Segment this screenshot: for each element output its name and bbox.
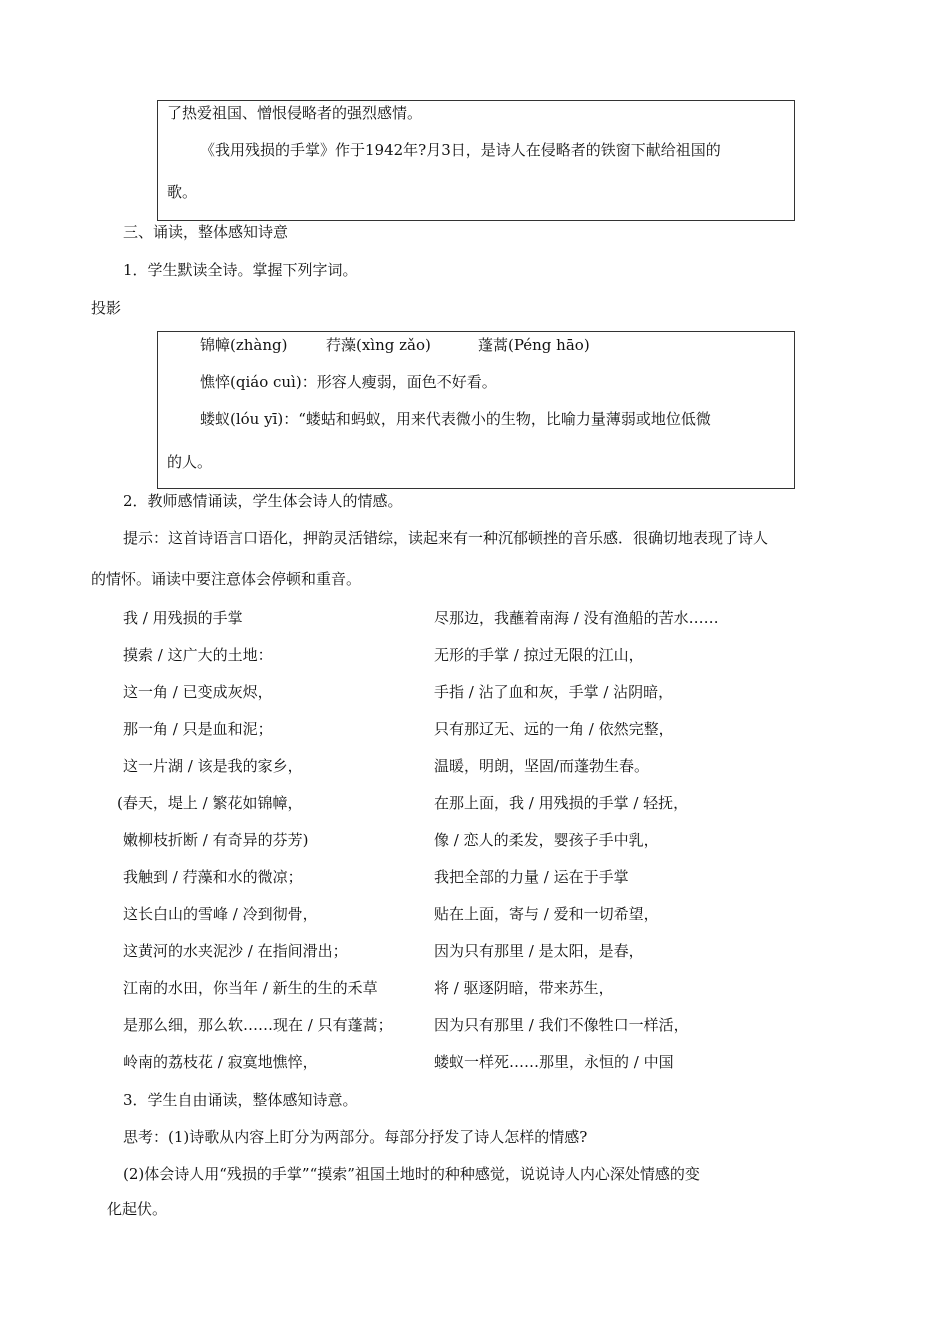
step-2: 2．教师感情诵读，学生体会诗人的情感。 (123, 492, 403, 510)
section-heading: 三、诵读，整体感知诗意 (123, 223, 289, 241)
vocab-word-2: 荇藻(xìng zǎo) (326, 336, 431, 354)
poem-left-line: (春天，堤上 / 繁花如锦幛， (117, 794, 303, 812)
poem-left-line: 这一角 / 已变成灰烬， (123, 683, 273, 701)
poem-right-line: 将 / 驱逐阴暗，带来苏生， (434, 979, 614, 997)
vocab-word-1: 锦幛(zhàng) (200, 336, 288, 354)
poem-right-line: 像 / 恋人的柔发，婴孩子手中乳， (434, 831, 659, 849)
intro-line-1: 了热爱祖国、憎恨侵略者的强烈感情。 (167, 104, 423, 122)
poem-left-line: 那一角 / 只是血和泥； (123, 720, 273, 738)
step-1: 1．学生默读全诗。掌握下列字词。 (123, 261, 358, 279)
poem-left-line: 这一片湖 / 该是我的家乡， (123, 757, 303, 775)
poem-left-line: 摸索 / 这广大的土地： (123, 646, 273, 664)
step-3: 3．学生自由诵读，整体感知诗意。 (123, 1091, 358, 1109)
poem-left-line: 我 / 用残损的手掌 (123, 609, 243, 627)
poem-right-line: 蝼蚁一样死……那里，永恒的 / 中国 (434, 1053, 674, 1071)
poem-right-line: 尽那边，我蘸着南海 / 没有渔船的苦水…… (434, 609, 719, 627)
poem-right-line: 手指 / 沾了血和灰，手掌 / 沾阴暗， (434, 683, 674, 701)
intro-line-3: 歌。 (167, 183, 198, 201)
poem-right-line: 因为只有那里 / 是太阳，是春， (434, 942, 644, 960)
poem-right-line: 贴在上面，寄与 / 爱和一切希望， (434, 905, 659, 923)
vocab-line-4: 的人。 (167, 453, 213, 471)
poem-left-line: 我触到 / 荇藻和水的微凉； (123, 868, 303, 886)
projection-label: 投影 (91, 299, 122, 317)
poem-right-line: 温暖，明朗，坚固/而蓬勃生春。 (434, 757, 650, 775)
hint-line-1: 提示：这首诗语言口语化，押韵灵活错综，读起来有一种沉郁顿挫的音乐感．很确切地表现了诗人 (123, 529, 769, 547)
intro-line-2: 《我用残损的手掌》作于1942年?月3日，是诗人在侵略者的铁窗下献给祖国的 (200, 141, 721, 159)
vocab-line-3: 蝼蚁(lóu yī)：“蝼蛄和蚂蚁，用来代表微小的生物，比喻力量薄弱或地位低微 (200, 410, 711, 428)
poem-left-line: 是那么细，那么软……现在 / 只有蓬蒿； (123, 1016, 393, 1034)
poem-left-line: 江南的水田，你当年 / 新生的生的禾草 (123, 979, 378, 997)
vocab-line-2: 憔悴(qiáo cuì)：形容人瘦弱，面色不好看。 (200, 373, 497, 391)
poem-right-line: 因为只有那里 / 我们不像牲口一样活， (434, 1016, 689, 1034)
think-question-2-line-1: (2)体会诗人用“残损的手掌”“摸索”祖国土地时的种种感觉，说说诗人内心深处情感的变 (123, 1165, 700, 1183)
poem-right-line: 只有那辽无、远的一角 / 依然完整， (434, 720, 674, 738)
poem-right-line: 无形的手掌 / 掠过无限的江山， (434, 646, 644, 664)
poem-right-line: 我把全部的力量 / 运在于手掌 (434, 868, 629, 886)
think-question-1: 思考：(1)诗歌从内容上盯分为两部分。每部分抒发了诗人怎样的情感? (123, 1128, 588, 1146)
hint-line-2: 的情怀。诵读中要注意体会停顿和重音。 (91, 570, 362, 588)
think-question-2-line-2: 化起伏。 (107, 1200, 168, 1218)
poem-left-line: 这长白山的雪峰 / 冷到彻骨， (123, 905, 318, 923)
vocab-word-3: 蓬蒿(Péng hāo) (478, 336, 590, 354)
poem-left-line: 嫩柳枝折断 / 有奇异的芬芳) (123, 831, 309, 849)
poem-left-line: 这黄河的水夹泥沙 / 在指间滑出； (123, 942, 348, 960)
poem-left-line: 岭南的荔枝花 / 寂寞地憔悴， (123, 1053, 318, 1071)
poem-right-line: 在那上面，我 / 用残损的手掌 / 轻抚， (434, 794, 689, 812)
